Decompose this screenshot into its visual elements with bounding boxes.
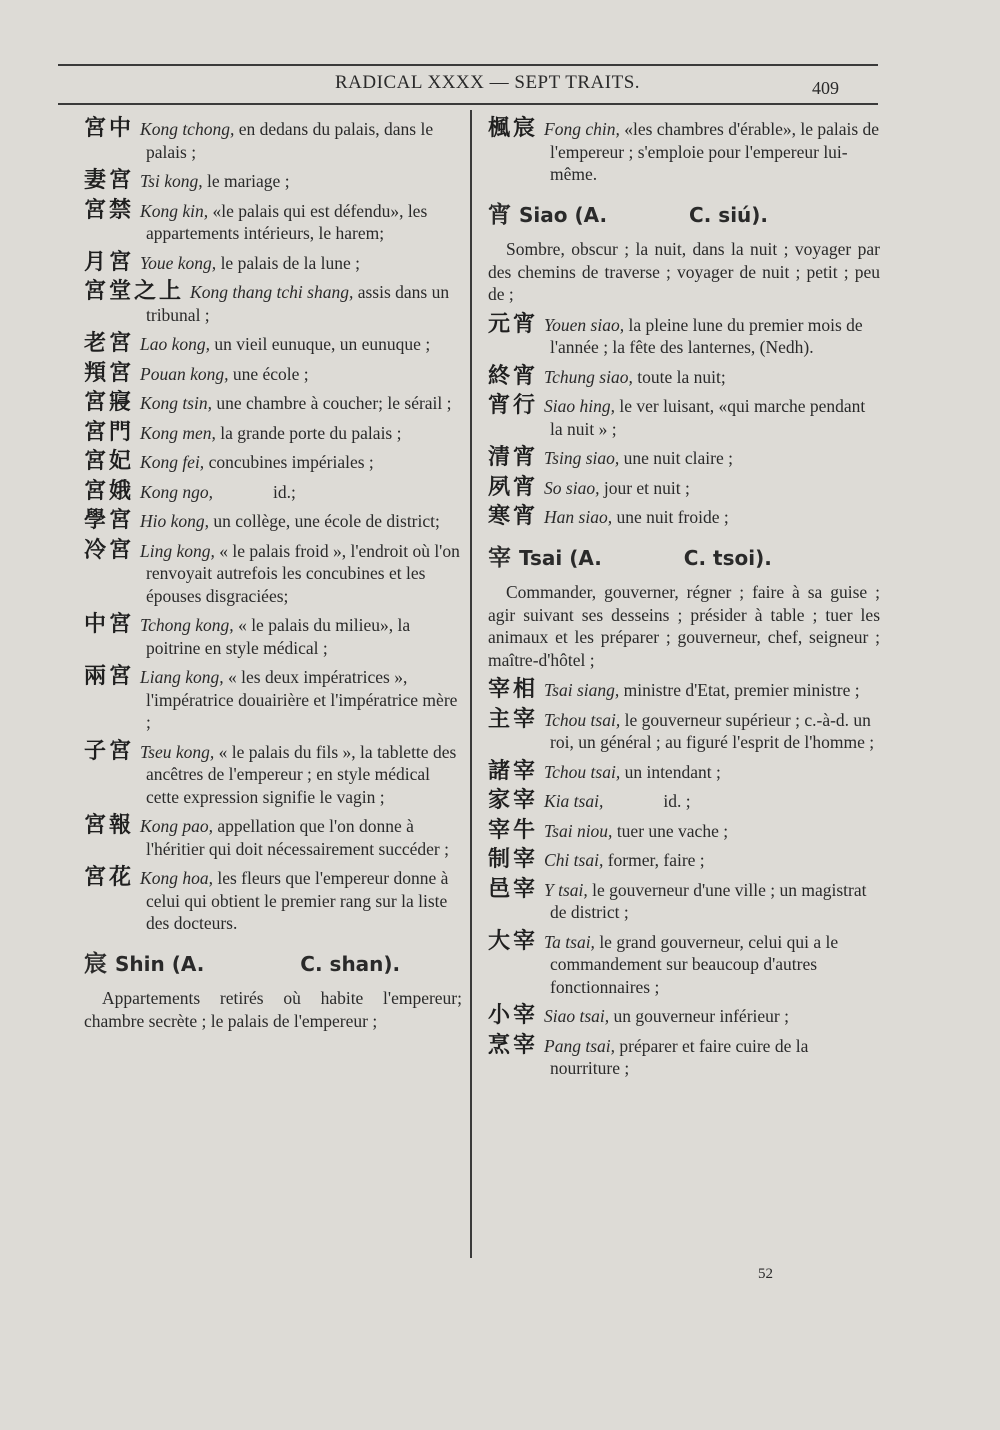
dictionary-entry [84,510,462,533]
entry-characters: 宰牛 [488,817,539,843]
right-entry-list-mid [488,311,880,529]
entry-characters: 宮中 [84,116,135,141]
entry-romanization: Tseu kong, [140,741,215,762]
dictionary-entry [84,249,462,275]
dictionary-entry [488,395,880,440]
entry-romanization: Youe kong, [140,252,217,273]
running-head: RADICAL XXXX — SEPT TRAITS. [335,72,641,93]
entry-gloss: assis dans un tribunal ; [146,282,450,325]
entry-gloss: la pleine lune du premier mois de l'année ; la fête des lanternes, (Nedh). [550,314,863,357]
entry-gloss: « le palais froid », l'endroit où l'on renvoyait autrefois les concubines et les épouses disgraciées; [146,540,460,606]
entry-romanization: Ling kong, [140,540,215,561]
entry-gloss: «le palais qui est défendu», les appartements intérieurs, le harem; [146,200,428,243]
dictionary-entry [84,478,462,504]
dictionary-entry [84,738,462,809]
entry-gloss: le palais de la lune ; [216,252,361,273]
entry-romanization: So siao, [544,477,600,498]
entry-characters: 宮報 [84,813,135,838]
page-number: 409 [812,78,839,98]
right-entry-list-top [488,118,880,186]
entry-romanization: Tchou tsai, [544,709,621,730]
entry-characters: 家宰 [488,788,539,813]
dictionary-entry [488,679,880,702]
entry-romanization: Tsai niou, [544,820,613,841]
entry-gloss: le gouverneur d'une ville ; un magistrat de district ; [550,879,867,922]
entry-romanization: Tsai siang, [544,680,620,700]
entry-characters: 宮堂之上 [84,279,185,304]
entry-characters: 宮花 [84,865,135,890]
entry-characters: 制宰 [488,847,539,872]
entry-romanization: Kong hoa, [140,868,213,888]
dictionary-entry [84,360,462,386]
entry-gloss: le grand gouverneur, celui qui a le commandement sur beaucoup d'autres fonctionnaires ; [550,931,839,997]
header-underline [58,103,878,105]
entry-characters: 夙宵 [488,474,539,500]
entry-romanization: Chi tsai, [544,850,604,870]
heading-reading-c: C. siú). [689,202,769,227]
entry-characters: 宮寢 [84,390,135,415]
entry-romanization: Kong pao, [140,816,213,836]
heading-character: 宰 [488,544,511,571]
dictionary-entry [84,666,462,734]
entry-romanization: Kong men, [140,422,216,443]
entry-romanization: Hio kong, [140,511,210,531]
signature-number: 52 [758,1266,773,1282]
entry-characters: 楓宸 [488,116,539,141]
dictionary-entry [488,1005,880,1028]
entry-gloss: un vieil eunuque, un eunuque ; [210,334,431,354]
dictionary-entry [84,537,462,608]
dictionary-entry [84,392,462,415]
dictionary-entry [84,451,462,474]
entry-gloss: concubines impériales ; [204,452,374,472]
right-entry-list-bottom [488,679,880,1080]
entry-characters: 主宰 [488,706,539,732]
heading-reading-c: C. shan). [300,951,401,976]
left-entry-list [84,118,462,935]
definition-tsai: Commander, gouverner, régner ; faire à sa guise ; agir suivant ses desseins ; présider à table ; tuer les animaux et les préparer ; gouverneur, chef, seigneur ; maître-d'hôtel ; [488,582,880,670]
dictionary-entry [488,474,880,500]
entry-romanization: Kong tsin, [140,393,212,413]
heading-character: 宵 [488,201,511,228]
entry-gloss: une chambre à coucher; le sérail ; [211,393,452,413]
dictionary-entry [84,281,462,326]
entry-gloss: jour et nuit ; [599,477,690,498]
entry-gloss: les fleurs que l'empereur donne à celui qui obtient le premier rang sur la liste des docteurs. [146,868,449,933]
entry-characters: 大宰 [488,928,539,954]
top-rule [58,64,878,66]
entry-gloss: un intendant ; [620,761,721,782]
entry-characters: 中宮 [84,612,135,637]
entry-characters: 元宵 [488,311,539,337]
dictionary-entry [488,790,880,813]
dictionary-entry [84,419,462,445]
entry-gloss: en dedans du palais, dans le palais ; [146,119,434,162]
entry-gloss: une nuit claire ; [619,448,733,468]
entry-romanization: Fong chin, [544,119,620,139]
entry-romanization: Kong ngo, [140,481,213,502]
dictionary-entry [488,118,880,186]
dictionary-entry [488,447,880,470]
entry-gloss: une nuit froide ; [612,507,729,527]
dictionary-entry [488,311,880,359]
entry-romanization: Siao hing, [544,396,615,416]
entry-gloss: « le palais du fils », la tablette des ancêtres de l'empereur ; en style médical cette expression signifie le vagin ; [146,741,457,807]
entry-gloss: un collège, une école de district; [209,511,440,531]
heading-reading-a: Shin (A. [115,951,205,976]
entry-characters: 宮門 [84,419,135,445]
entry-characters: 寒宵 [488,504,539,529]
entry-romanization: Tsing siao, [544,448,620,468]
heading-reading-c: C. tsoi). [683,545,772,570]
entry-gloss: une école ; [228,363,309,384]
dictionary-entry [84,170,462,193]
dictionary-entry [488,758,880,784]
entry-romanization: Kong tchong, [140,119,235,139]
entry-romanization: Siao tsai, [544,1006,610,1026]
heading-character: 宸 [84,950,107,977]
entry-characters: 小宰 [488,1003,539,1028]
entry-characters: 宮妃 [84,449,135,474]
entry-gloss: id.; [272,481,296,502]
entry-romanization: Kong kin, [140,200,209,221]
dictionary-entry [488,849,880,872]
dictionary-entry [488,928,880,999]
entry-characters: 邑宰 [488,876,539,902]
dictionary-entry [84,118,462,163]
entry-romanization: Liang kong, [140,667,224,687]
heading-reading-a: Siao (A. [519,202,608,227]
entry-romanization: Lao kong, [140,334,211,354]
dictionary-entry [488,876,880,924]
entry-gloss: la grande porte du palais ; [215,422,402,443]
entry-gloss: le ver luisant, «qui marche pendant la nuit » ; [550,396,866,439]
entry-romanization: Han siao, [544,507,613,527]
entry-gloss: id. ; [663,791,691,811]
column-divider [470,110,472,1258]
entry-romanization: Tchong kong, [140,615,234,635]
dictionary-entry [488,1032,880,1080]
entry-romanization: Pouan kong, [140,363,229,384]
entry-characters: 烹宰 [488,1032,539,1058]
entry-gloss: « le palais du milieu», la poitrine en style médical ; [146,615,411,658]
heading-reading-a: Tsai (A. [519,545,602,570]
right-column [488,118,880,1087]
dictionary-entry [84,197,462,245]
entry-romanization: Kong fei, [140,452,205,472]
entry-gloss: tuer une vache ; [612,820,729,841]
entry-gloss: « les deux impératrices », l'impératrice douairière et l'impératrice mère ; [146,667,458,732]
entry-gloss: le mariage ; [202,171,290,191]
dictionary-entry [488,506,880,529]
entry-characters: 宮娥 [84,478,135,504]
entry-gloss: préparer et faire cuire de la nourriture ; [550,1035,809,1078]
entry-characters: 老宮 [84,331,135,356]
entry-gloss: un gouverneur inférieur ; [609,1006,789,1026]
dictionary-entry [84,815,462,860]
entry-characters: 妻宮 [84,168,135,193]
entry-characters: 子宮 [84,738,135,764]
dictionary-entry [84,614,462,659]
entry-heading-shin [84,950,462,977]
entry-gloss: former, faire ; [603,850,705,870]
entry-gloss: toute la nuit; [632,366,726,387]
entry-characters: 宵行 [488,393,539,418]
entry-characters: 終宵 [488,363,539,389]
entry-romanization: Tchung siao, [544,366,633,387]
entry-heading-siao [488,201,880,228]
left-column [84,118,462,1040]
entry-romanization: Kong thang tchi shang, [190,282,354,302]
entry-romanization: Ta tsai, [544,931,595,952]
entry-romanization: Tchou tsai, [544,761,621,782]
entry-characters: 宰相 [488,677,539,702]
entry-romanization: Pang tsai, [544,1035,615,1056]
entry-characters: 兩宮 [84,664,135,689]
entry-characters: 宮禁 [84,197,135,223]
entry-characters: 月宮 [84,249,135,275]
entry-romanization: Y tsai, [544,879,588,900]
entry-romanization: Kia tsai, [544,791,604,811]
dictionary-entry [84,333,462,356]
dictionary-entry [488,706,880,754]
entry-gloss: appellation que l'on donne à l'héritier qui doit nécessairement succéder ; [146,816,449,859]
dictionary-entry [488,817,880,843]
entry-characters: 諸宰 [488,758,539,784]
dictionary-entry [84,867,462,935]
definition-shin: Appartements retirés où habite l'empereur; chambre secrète ; le palais de l'empereur ; [84,988,462,1031]
entry-characters: 冷宮 [84,537,135,563]
entry-characters: 頖宮 [84,360,135,386]
entry-heading-tsai [488,544,880,571]
entry-gloss: le gouverneur supérieur ; c.-à-d. un roi, un général ; au figuré l'esprit de l'homme ; [550,709,875,752]
entry-gloss: ministre d'Etat, premier ministre ; [619,680,860,700]
definition-siao: Sombre, obscur ; la nuit, dans la nuit ; voyager par des chemins de traverse ; voyager de nuit ; petit ; peu de ; [488,239,880,304]
entry-gloss: «les chambres d'érable», le palais de l'empereur ; s'emploie pour l'empereur lui-même. [550,119,880,184]
entry-romanization: Tsi kong, [140,171,203,191]
entry-characters: 學宮 [84,508,135,533]
entry-romanization: Youen siao, [544,314,625,335]
entry-characters: 清宵 [488,445,539,470]
dictionary-entry [488,363,880,389]
